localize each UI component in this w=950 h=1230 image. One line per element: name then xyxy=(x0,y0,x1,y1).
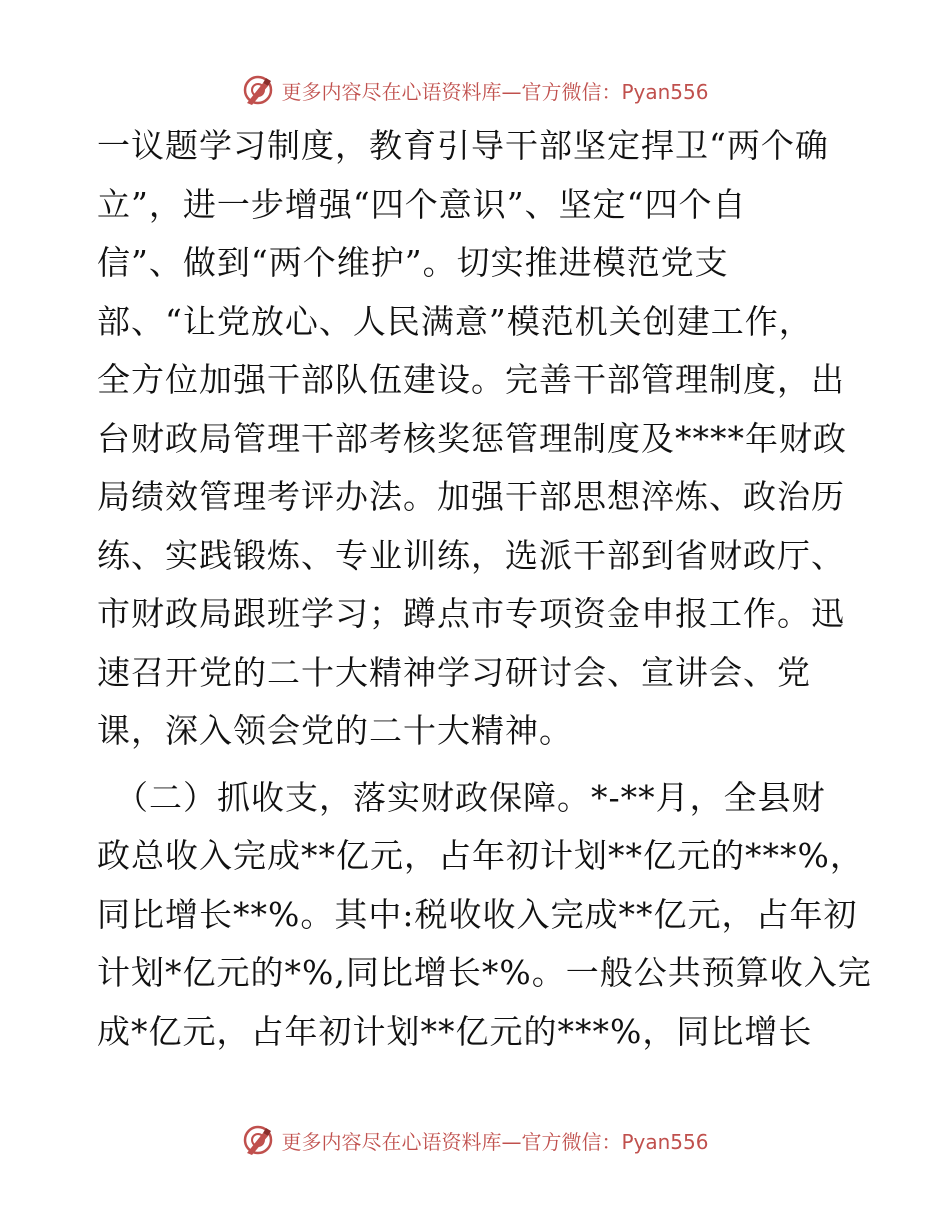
paragraph-revenue xyxy=(97,769,872,1062)
watermark-footer xyxy=(0,1120,950,1160)
section-heading-line: （二）抓收支，落实财政保障。*-**月，全县财 xyxy=(115,777,826,817)
text-line: 练、实践锻炼、专业训练，选派干部到省财政厅、 xyxy=(97,535,845,575)
text-line: 一议题学习制度，教育引导干部坚定捍卫“两个确 xyxy=(97,126,829,165)
text-line: 台财政局管理干部考核奖惩管理制度及****年财政 xyxy=(97,418,847,458)
text-line: 立”，进一步增强“四个意识”、坚定“四个自 xyxy=(97,184,747,224)
watermark-text: 更多内容尽在心语资料库—官方微信：Pyan556 xyxy=(281,79,709,104)
pen-circle-logo-icon xyxy=(241,1123,275,1157)
text-line: 全方位加强干部队伍建设。完善干部管理制度，出 xyxy=(97,360,845,399)
text-line: 局绩效管理考评办法。加强干部思想淬炼、政治历 xyxy=(97,477,845,516)
paragraph-spacer xyxy=(97,761,857,769)
text-line: 市财政局跟班学习；蹲点市专项资金申报工作。迅 xyxy=(97,594,845,633)
pen-circle-logo-icon xyxy=(241,73,275,107)
text-line: 计划*亿元的*%,同比增长*%。一般公共预算收入完 xyxy=(97,953,872,992)
text-line: 政总收入完成**亿元，占年初计划**亿元的***%， xyxy=(97,836,864,875)
paragraph-party-building xyxy=(97,117,857,761)
watermark-text: 更多内容尽在心语资料库—官方微信：Pyan556 xyxy=(281,1129,709,1154)
watermark-header xyxy=(0,70,950,110)
document-body xyxy=(97,117,872,1061)
text-line: 课，深入领会党的二十大精神。 xyxy=(97,711,573,750)
text-line: 速召开党的二十大精神学习研讨会、宣讲会、党 xyxy=(97,652,811,692)
text-line: 同比增长**%。其中:税收收入完成**亿元，占年初 xyxy=(97,894,858,934)
text-line: 部、“让党放心、人民满意”模范机关创建工作， xyxy=(97,301,813,341)
text-line: 成*亿元，占年初计划**亿元的***%，同比增长 xyxy=(97,1011,813,1051)
text-line: 信”、做到“两个维护”。切实推进模范党支 xyxy=(97,243,729,282)
